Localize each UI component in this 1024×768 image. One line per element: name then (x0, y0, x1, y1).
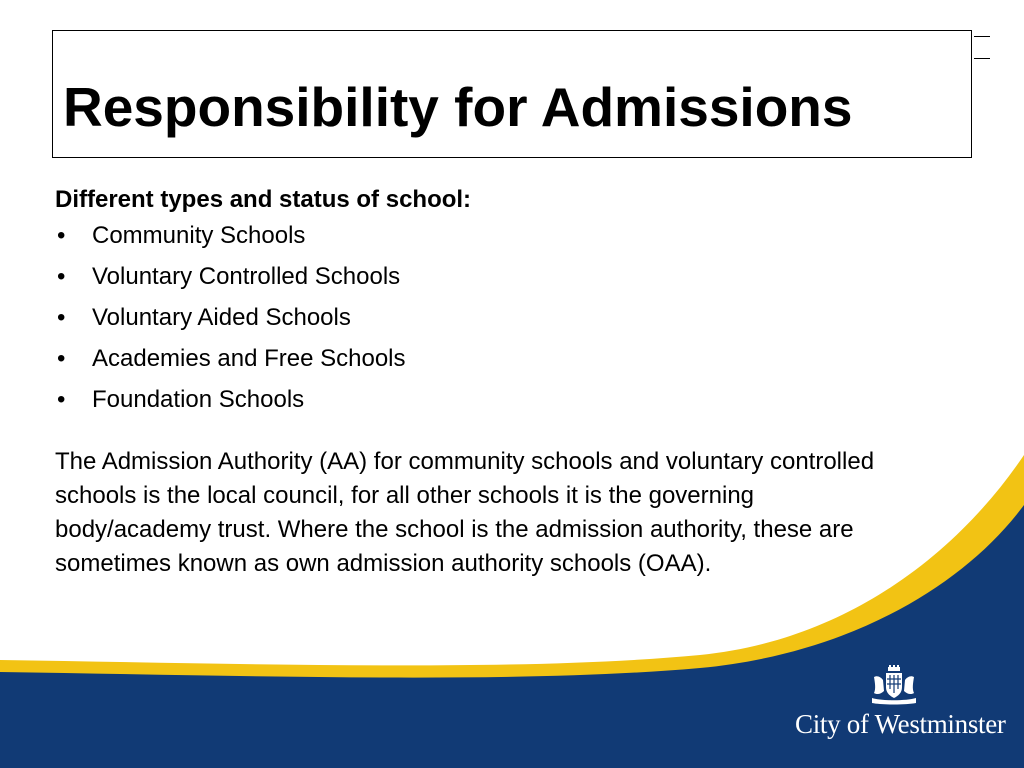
body-paragraph: The Admission Authority (AA) for community schools and voluntary controlled schools is the local council, for all other schools it is the governing body/academy trust. Where the school is the admission authority, these are sometimes known as own admission authority schools (OAA). (55, 448, 875, 577)
list-item: • Voluntary Aided Schools (55, 300, 925, 341)
subheading: Different types and status of school: (55, 186, 472, 213)
city-of-westminster-logo-text: City of Westminster (795, 709, 1006, 739)
corner-line-bottom (974, 58, 990, 59)
corner-line-top (974, 36, 990, 37)
list-item: • Community Schools (55, 218, 925, 259)
slide-content (55, 182, 925, 581)
title-box (52, 30, 972, 158)
westminster-crest-icon (868, 665, 920, 705)
list-item: • Foundation Schools (55, 382, 925, 423)
school-types-list (55, 218, 925, 423)
list-item: • Academies and Free Schools (55, 341, 925, 382)
list-item: • Voluntary Controlled Schools (55, 259, 925, 300)
slide-title: Responsibility for Admissions (63, 76, 853, 138)
